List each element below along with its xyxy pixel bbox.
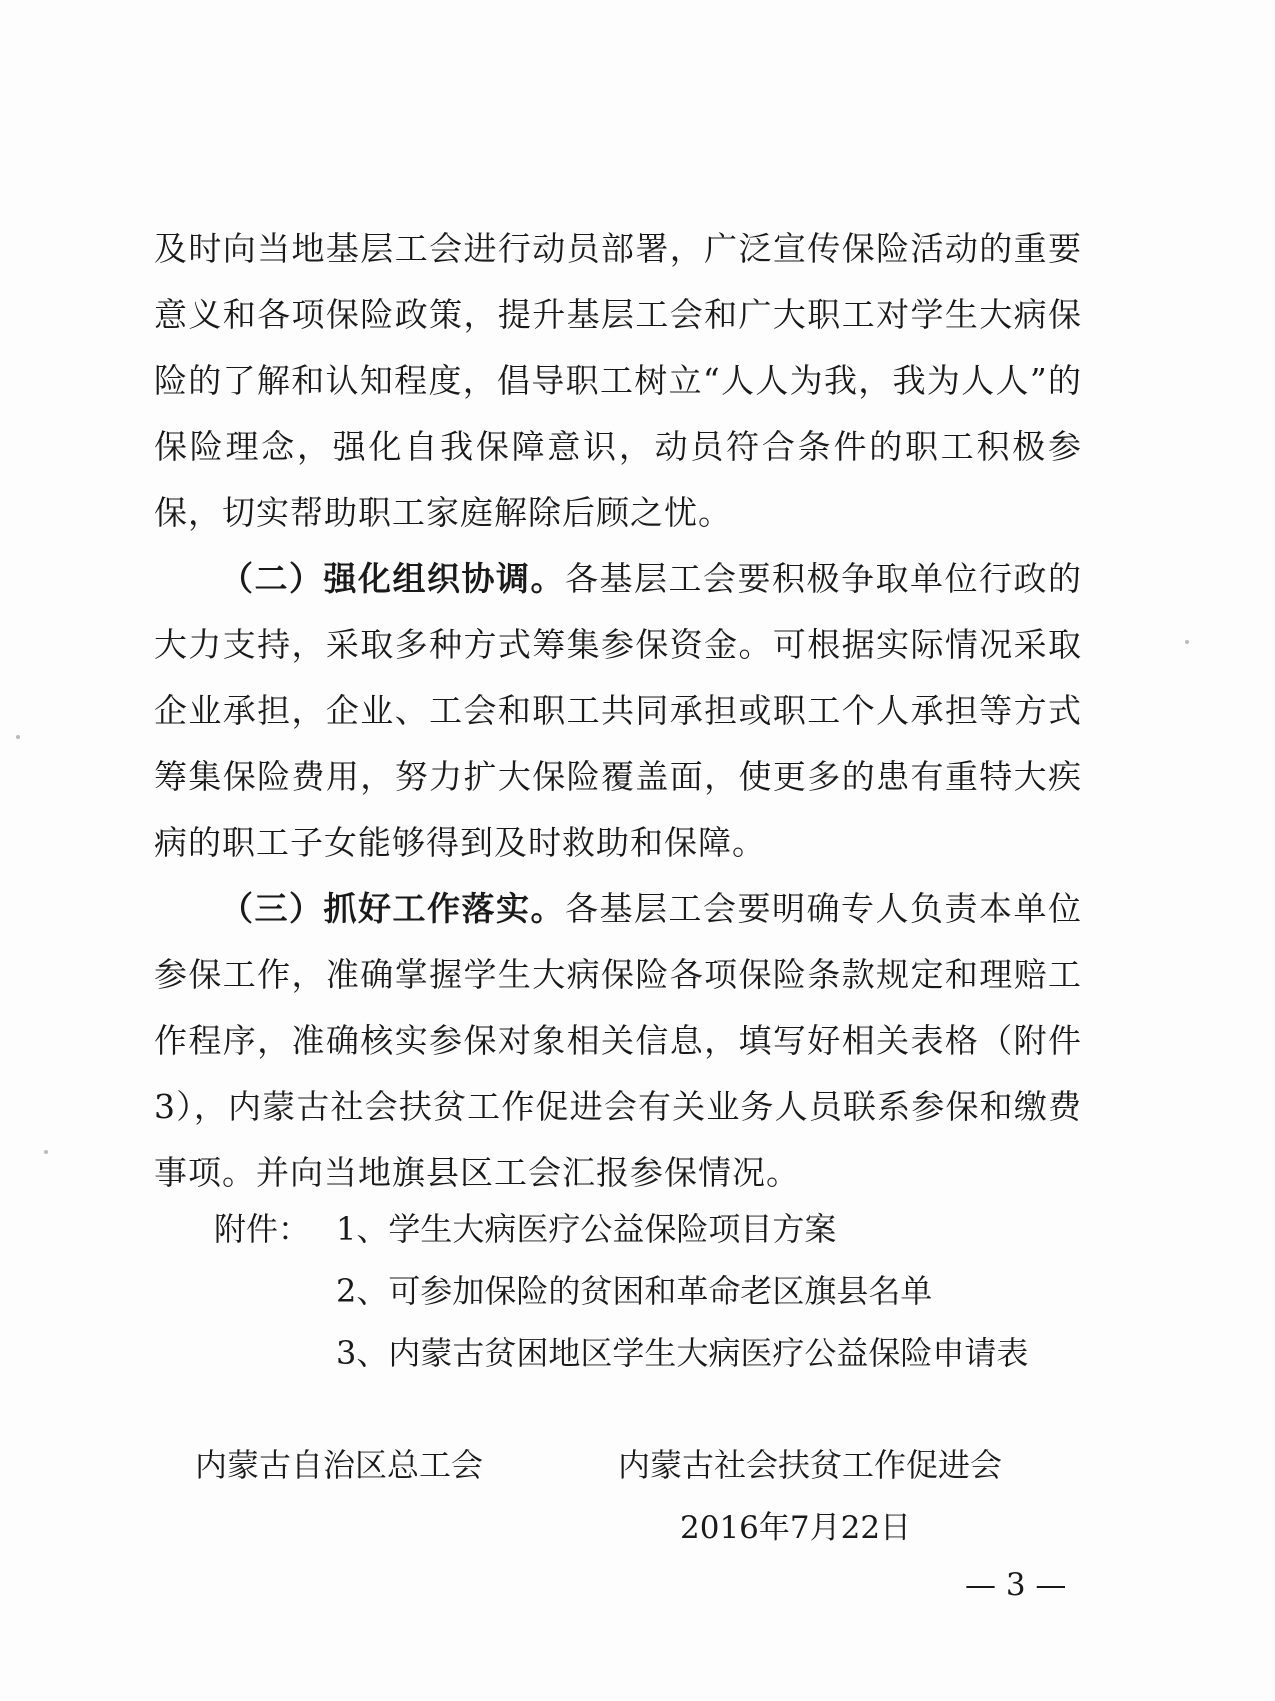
page-number: — 3 — [965,1567,1067,1603]
paragraph-3-heading: （三）抓好工作落实。 [220,889,565,928]
paragraph-2 [154,546,1082,876]
paragraph-3 [154,876,1082,1206]
attachment-row-2 [214,1260,1028,1322]
signature-left: 内蒙古自治区总工会 [195,1446,484,1484]
attachment-item: 3、内蒙古贫困地区学生大病医疗公益保险申请表 [336,1334,1029,1372]
scan-speck [1185,640,1189,644]
issue-date: 2016年7月22日 [680,1510,912,1546]
attachment-row-3 [214,1322,1028,1384]
attachment-item: 2、可参加保险的贫困和革命老区旗县名单 [336,1272,933,1310]
scan-speck [44,1150,48,1154]
paragraph-2-text: 各基层工会要积极争取单位行政的大力支持，采取多种方式筹集参保资金。可根据实际情况采取企业承担，企业、工会和职工共同承担或职工个人承担等方式筹集保险费用，努力扩大保险覆盖面，使更多的患有重特大疾病的职工子女能够得到及时救助和保障。 [154,559,1082,862]
paragraph-2-heading: （二）强化组织协调。 [220,559,565,598]
body-text [154,216,1082,1206]
attachment-item: 1、学生大病医疗公益保险项目方案 [336,1210,837,1248]
attachments-list [214,1198,1028,1384]
paragraph-1-text: 及时向当地基层工会进行动员部署，广泛宣传保险活动的重要意义和各项保险政策，提升基层工会和广大职工对学生大病保险的了解和认知程度，倡导职工树立“人人为我，我为人人”的保险理念，强化自我保障意识，动员符合条件的职工积极参保，切实帮助职工家庭解除后顾之忧。 [154,229,1082,532]
scan-speck [16,735,20,739]
attachment-row-1 [214,1198,1028,1260]
signature-right: 内蒙古社会扶贫工作促进会 [618,1446,1003,1484]
paragraph-3-text: 各基层工会要明确专人负责本单位参保工作，准确掌握学生大病保险各项保险条款规定和理赔工作程序，准确核实参保对象相关信息，填写好相关表格（附件3），内蒙古社会扶贫工作促进会有关业务人员联系参保和缴费事项。并向当地旗县区工会汇报参保情况。 [154,889,1082,1192]
paragraph-1 [154,216,1082,546]
attachments-label: 附件： [214,1210,311,1248]
